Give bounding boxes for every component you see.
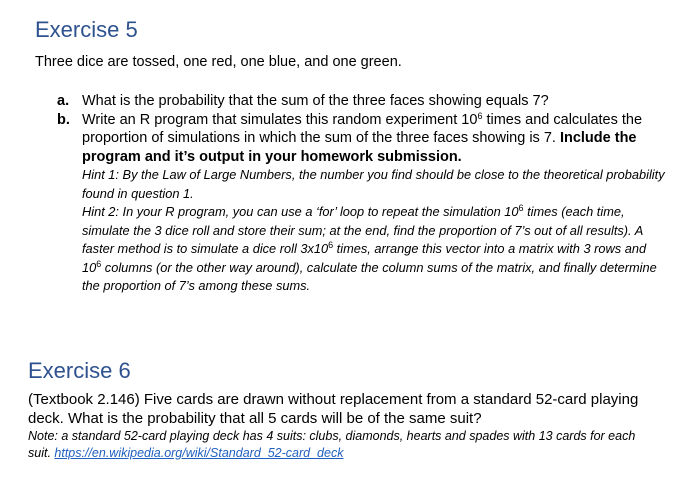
hint-1: Hint 1: By the Law of Large Numbers, the number you find should be close to the theoretical probability found in question 1. [82, 167, 665, 201]
exercise-5-intro: Three dice are tossed, one red, one blue, and one green. [35, 54, 402, 70]
question-a-marker: a. [57, 93, 70, 109]
question-a [57, 92, 667, 111]
question-b-bold-instruction: Include the program and it’s output in your homework submission. [82, 130, 637, 165]
exercise-6-title: Exercise 6 [28, 358, 131, 383]
exercise-5-title: Exercise 5 [35, 17, 138, 42]
exercise-6-body: (Textbook 2.146) Five cards are drawn without replacement from a standard 52-card playing deck. What is the probability that all 5 cards will be of the same suit? [28, 391, 639, 427]
hint-2: Hint 2: In your R program, you can use a ‘for’ loop to repeat the simulation $10^6$ times (each time, simulate the 3 dice roll and store their sum; at the end, find the proportion of 7’s out of all results). A faster method is to simulate a dice roll $3x10^6$ times, arrange this vector into a matrix with 3 rows and $10^6$ columns (or the other way around), calculate the column sums of the matrix, and finally determine the proportion of 7’s among these sums. [82, 203, 657, 293]
question-list [57, 92, 667, 296]
question-b-text: Write an R program that simulates this random experiment $10^6$ times and calculates the proportion of simulations in which the sum of the three faces showing is 7. Include the program and it’s output in your homework submission. [82, 110, 643, 165]
question-a-text: What is the probability that the sum of the three faces showing equals 7? [82, 93, 549, 109]
question-b [57, 111, 667, 296]
exercise-6-note: Note: a standard 52-card playing deck has 4 suits: clubs, diamonds, hearts and spades with 13 cards for each suit. https://en.wikipedia.org/wiki/Standard_52-card_deck [28, 429, 636, 460]
wikipedia-link[interactable]: https://en.wikipedia.org/wiki/Standard_52-card_deck [54, 446, 344, 460]
question-b-marker: b. [57, 111, 70, 128]
